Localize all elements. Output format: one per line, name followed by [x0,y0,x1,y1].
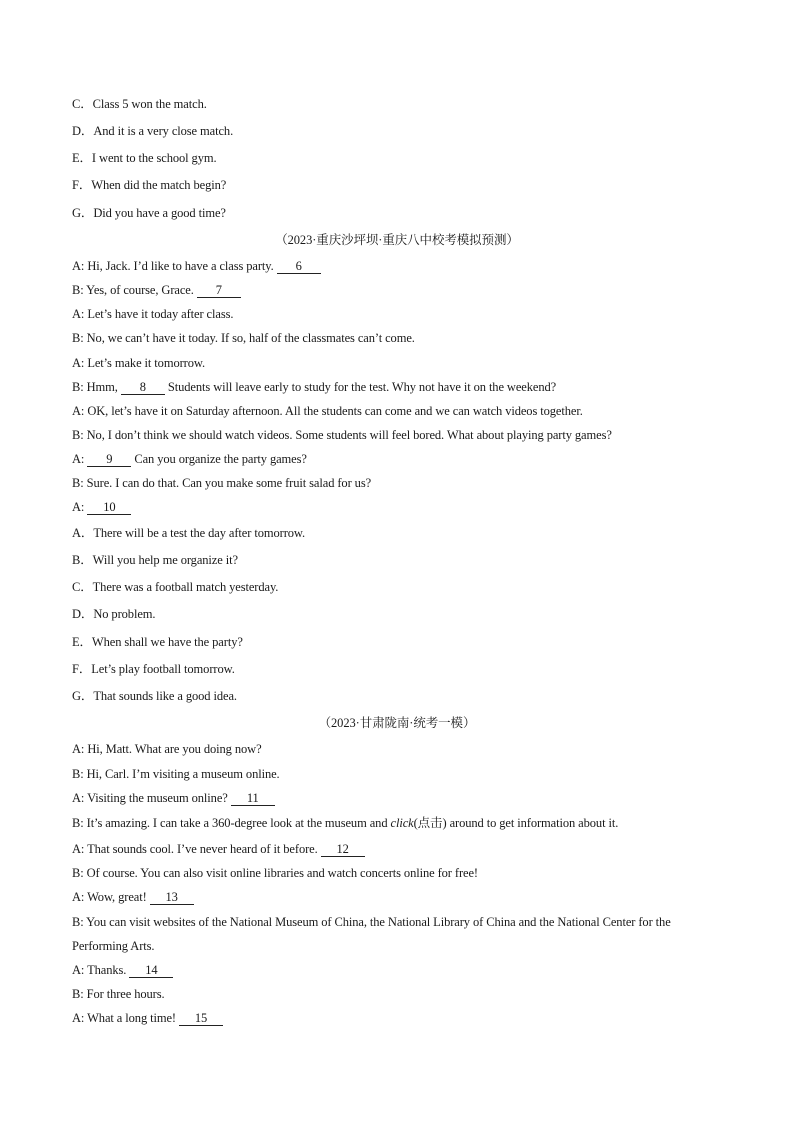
answer-blank: 6 [277,259,321,274]
italic-word: click [390,816,414,830]
dialogue-text: A: [72,452,85,466]
dialogue-line [72,379,556,395]
answer-blank: 12 [321,842,365,857]
answer-blank: 11 [231,791,275,806]
answer-blank: 7 [197,283,241,298]
dialogue-line [72,841,365,857]
option-e: E．I went to the school gym. [72,151,217,165]
answer-blank: 13 [150,890,194,905]
option-g: G．That sounds like a good idea. [72,689,237,703]
option-c: C．Class 5 won the match. [72,97,207,111]
dialogue-text: B: Yes, of course, Grace. [72,283,194,297]
dialogue-text: A: Hi, Jack. I’d like to have a class party. [72,259,274,273]
dialogue-text: around to get information about it. [449,816,619,830]
dialogue-text: Can you organize the party games? [134,452,307,466]
dialogue-line [72,258,321,274]
option-c: C．There was a football match yesterday. [72,580,279,594]
option-e: E．When shall we have the party? [72,635,243,649]
dialogue-text: B: It’s amazing. I can take a 360-degree look at the museum and [72,816,388,830]
dialogue-line: A: Let’s have it today after class. [72,307,234,321]
dialogue-text: B: Hmm, [72,380,118,394]
dialogue-line [72,889,194,905]
dialogue-line: B: Sure. I can do that. Can you make some fruit salad for us? [72,476,372,490]
dialogue-line: B: No, I don’t think we should watch videos. Some students will feel bored. What about playing party games? [72,428,612,442]
dialogue-line [72,1010,223,1026]
dialogue-line: B: For three hours. [72,987,165,1001]
answer-blank: 8 [121,380,165,395]
answer-blank: 9 [87,452,131,467]
dialogue-line: B: You can visit websites of the National Museum of China, the National Library of China and the National Center for the Performing Arts. [72,915,671,953]
option-d: D．And it is a very close match. [72,124,234,138]
chinese-gloss: (点击) [413,816,447,830]
dialogue-line [72,499,131,515]
option-f: F．Let’s play football tomorrow. [72,662,235,676]
dialogue-text: A: [72,500,85,514]
option-g: G．Did you have a good time? [72,206,226,220]
dialogue-line [72,451,307,467]
dialogue-line [72,815,618,831]
dialogue-line: B: Of course. You can also visit online libraries and watch concerts online for free! [72,866,478,880]
dialogue-text: Students will leave early to study for the test. Why not have it on the weekend? [167,380,557,394]
option-d: D．No problem. [72,607,156,621]
option-a: A．There will be a test the day after tomorrow. [72,526,306,540]
option-f: F．When did the match begin? [72,178,227,192]
dialogue-line: A: Let’s make it tomorrow. [72,356,206,370]
option-b: B．Will you help me organize it? [72,553,238,567]
dialogue-line [72,962,173,978]
dialogue-text: A: Wow, great! [72,890,147,904]
dialogue-line: A: Hi, Matt. What are you doing now? [72,742,262,756]
dialogue-line: B: Hi, Carl. I’m visiting a museum online. [72,767,280,781]
dialogue-line: A: OK, let’s have it on Saturday afternoon. All the students can come and we can watch videos together. [72,404,583,418]
answer-blank: 15 [179,1011,223,1026]
answer-blank: 10 [87,500,131,515]
dialogue-text: A: Visiting the museum online? [72,791,228,805]
dialogue-text: A: That sounds cool. I’ve never heard of it before. [72,842,318,856]
dialogue-text: A: What a long time! [72,1011,176,1025]
answer-blank: 14 [129,963,173,978]
source-citation: （2023·重庆沙坪坝·重庆八中校考模拟预测） [275,233,519,247]
dialogue-text: A: Thanks. [72,963,127,977]
dialogue-line: B: No, we can’t have it today. If so, half of the classmates can’t come. [72,331,415,345]
source-citation: （2023·甘肃陇南·统考一模） [318,716,476,730]
dialogue-line [72,282,241,298]
dialogue-line [72,790,275,806]
